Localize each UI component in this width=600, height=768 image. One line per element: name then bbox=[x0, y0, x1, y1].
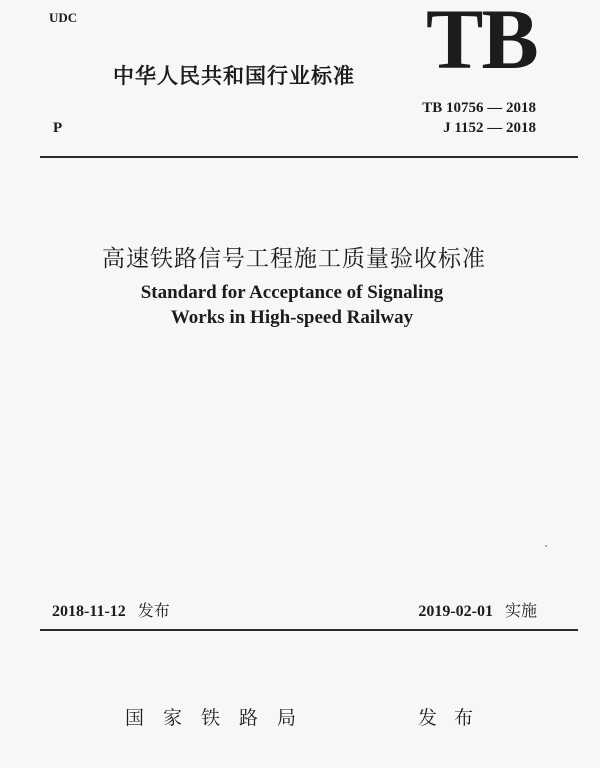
issue-label: 发布 bbox=[137, 601, 170, 620]
issuer-action: 发布 bbox=[418, 707, 491, 729]
title-chinese: 高速铁路信号工程施工质量验收标准 bbox=[102, 246, 486, 272]
title-english-line-2: Works in High-speed Railway bbox=[170, 307, 414, 328]
title-english bbox=[0, 280, 584, 330]
header-divider bbox=[40, 156, 578, 158]
footer-divider bbox=[40, 629, 578, 631]
title-english-line-1: Standard for Acceptance of Signaling bbox=[140, 282, 444, 303]
scan-speck bbox=[545, 545, 547, 547]
implement-label: 实施 bbox=[504, 601, 537, 620]
issue-date: 2018-11-12 bbox=[52, 603, 126, 620]
udc-label: UDC bbox=[49, 10, 78, 25]
record-number: J 1152 — 2018 bbox=[443, 120, 536, 136]
standard-numbers bbox=[422, 98, 536, 138]
issuer-name: 国家铁路局 bbox=[125, 707, 316, 729]
standard-category: 中华人民共和国行业标准 bbox=[113, 64, 355, 88]
standard-number: TB 10756 — 2018 bbox=[422, 100, 536, 116]
issue-date-block bbox=[52, 598, 170, 621]
tb-logo: TB bbox=[426, 0, 537, 87]
classification-code: P bbox=[53, 120, 63, 136]
implement-date-block bbox=[418, 598, 537, 621]
implement-date: 2019-02-01 bbox=[418, 603, 493, 620]
